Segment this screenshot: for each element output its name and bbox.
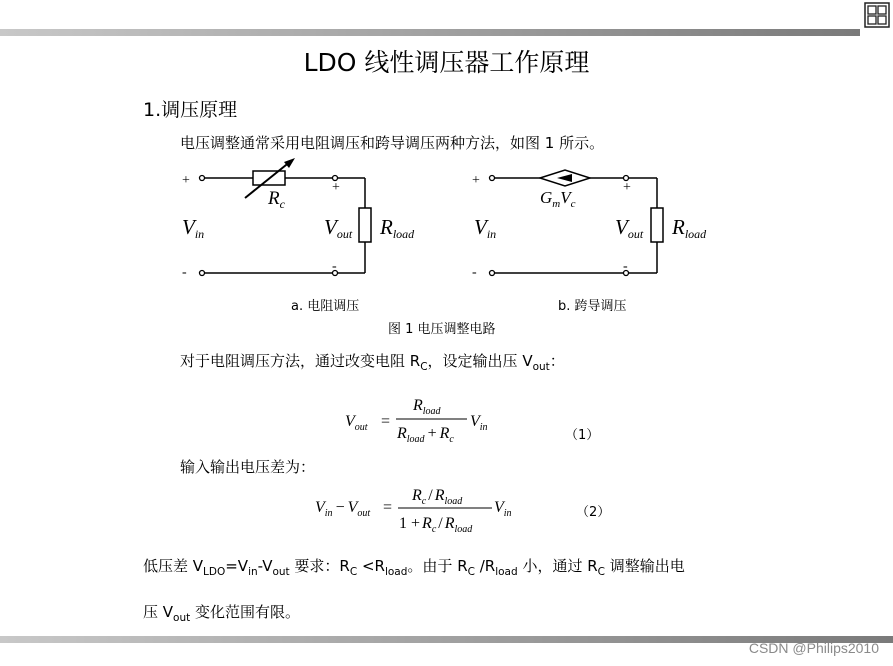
watermark: CSDN @Philips2010: [748, 640, 879, 656]
top-divider-bar: [0, 29, 860, 36]
label-vin: Vin: [474, 215, 497, 241]
svg-text:Rc/Rload: $R_c / R_{load}$: [412, 487, 463, 507]
plus-sign: +: [182, 173, 190, 188]
grid-layout-icon[interactable]: [864, 2, 890, 28]
label-vout: Vout: [324, 215, 353, 241]
equation-1: [340, 392, 520, 452]
svg-text:Vin: $V_{in}$: [494, 499, 512, 519]
figure-caption: 图 1 电压调整电路: [388, 322, 496, 337]
resistor-rload: [359, 208, 371, 242]
label-gm-vc: $G_mV_c$: [540, 188, 576, 210]
label-rload: Rload: [380, 215, 415, 241]
label-vout: Vout: [615, 215, 644, 241]
svg-text:Vin: $V_{in}$: [470, 413, 488, 433]
svg-text:Rload+Rc: $R_{load} + R_c$: [397, 425, 454, 445]
svg-text:Vout: $V_{out}$: [345, 413, 368, 433]
terminal-node: [200, 271, 205, 276]
equation-2: [310, 480, 540, 540]
paragraph-voltage-difference: 输入输出电压差为：: [180, 458, 316, 476]
section-heading: 1.调压原理: [143, 99, 238, 121]
minus-sign: -: [332, 259, 337, 274]
paragraph-ldo-conclusion: 压 $V_{out}$ 变化范围有限。: [143, 603, 301, 624]
plus-sign: +: [332, 180, 340, 195]
plus-sign: +: [623, 180, 631, 195]
terminal-node: [200, 176, 205, 181]
svg-text:=: =: [381, 413, 391, 430]
figure-a-circuit: [170, 158, 430, 283]
figure-b-caption: b. 跨导调压: [558, 299, 627, 314]
svg-text:1 +Rc/Rload: $1 + R_c / R_{load}$: [399, 515, 473, 535]
plus-sign: +: [472, 173, 480, 188]
label-rload: Rload: [672, 215, 707, 241]
page-title: LDO 线性调压器工作原理: [303, 48, 590, 77]
equation-1-number: （1）: [565, 428, 600, 443]
svg-text:Vin−Vout: $V_{in} - V_{out}$: [315, 499, 371, 519]
label-rc: $R_c$: [268, 188, 285, 211]
minus-sign: -: [182, 265, 187, 280]
equation-2-number: （2）: [576, 505, 611, 520]
minus-sign: -: [472, 265, 477, 280]
svg-text:Rload: $R_{load}$: [413, 397, 441, 417]
resistor-rload: [651, 208, 663, 242]
figure-b-circuit: [460, 158, 720, 283]
label-vin: Vin: [182, 215, 205, 241]
terminal-node: [490, 271, 495, 276]
figure-a-caption: a. 电阻调压: [291, 299, 360, 314]
paragraph-resistive: 对于电阻调压方法，通过改变电阻 $R_C$，设定输出压 $V_{out}$：: [180, 352, 565, 373]
intro-text: 电压调整通常采用电阻调压和跨导调压两种方法，如图 1 所示。: [180, 134, 605, 152]
minus-sign: -: [623, 259, 628, 274]
svg-text:=: =: [383, 499, 393, 516]
paragraph-ldo-requirement: 低压差 $V_{LDO}=V_{in}-V_{out}$ 要求：$R_C <R_{load}$。由于 $R_C$ $/R_{load}$ 小，通过 $R_C$ 调整输出电: [143, 557, 685, 578]
terminal-node: [490, 176, 495, 181]
